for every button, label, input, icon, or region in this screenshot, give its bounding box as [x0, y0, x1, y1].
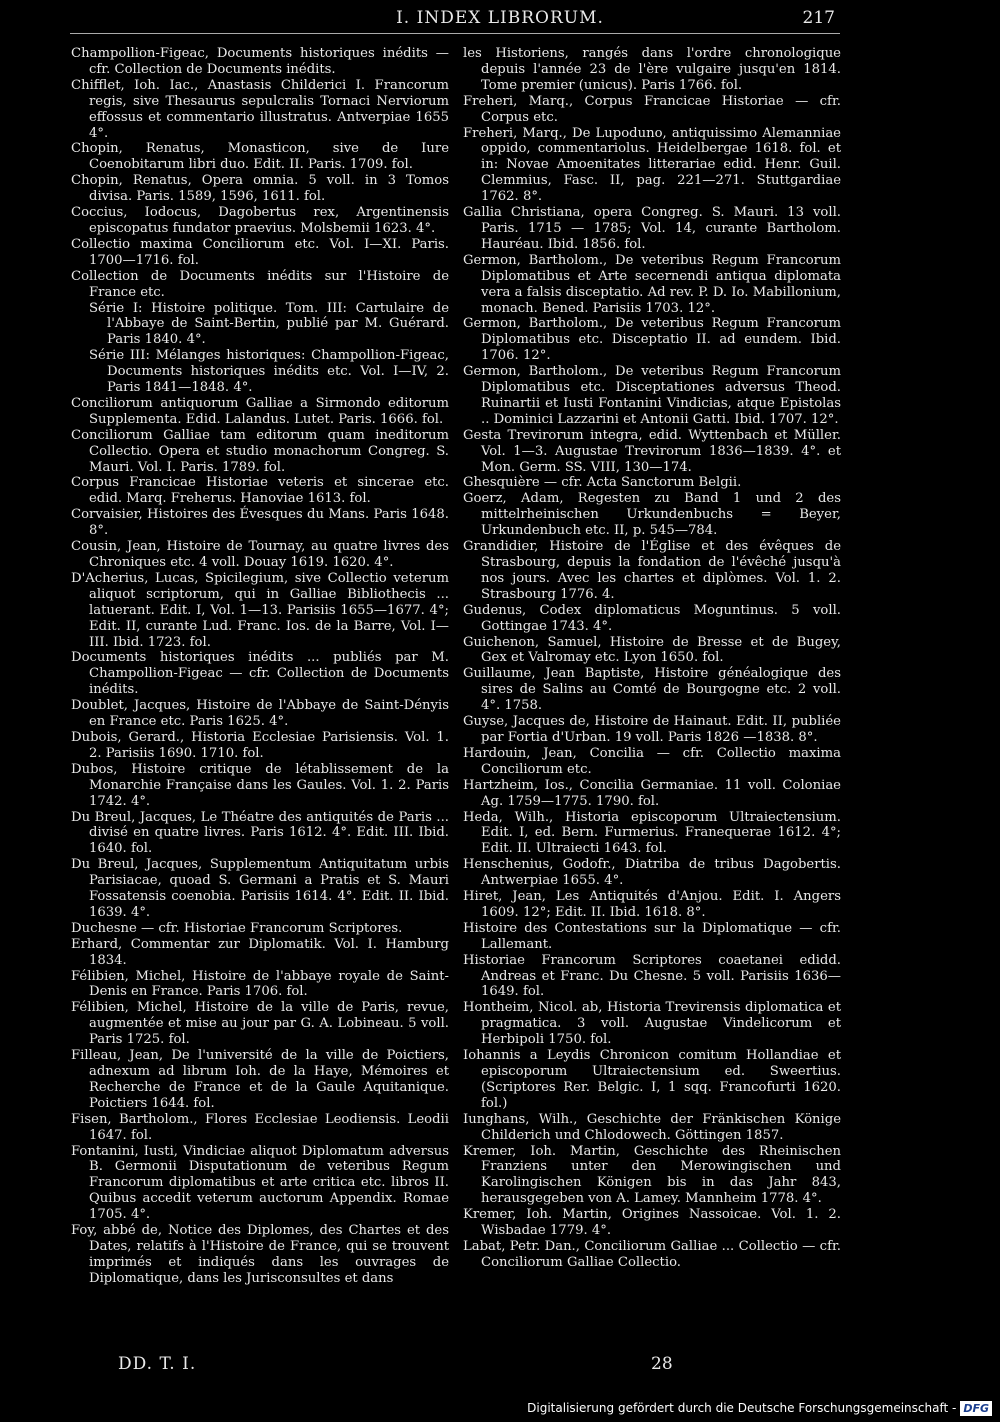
- page-number: 217: [802, 8, 835, 28]
- index-entry: Doublet, Jacques, Histoire de l'Abbaye de Saint-Dényis en France etc. Paris 1625. 4°.: [71, 698, 449, 730]
- index-entry: Chifflet, Ioh. Iac., Anastasis Childerici I. Francorum regis, sive Thesaurus sepulcralis Tornaci Nerviorum effossus et commentario illustratus. Antverpiae 1655 4°.: [71, 77, 449, 141]
- index-entry: Iohannis a Leydis Chronicon comitum Hollandiae et episcoporum Ultraiectensium ed. Sweertius. (Scriptores Rer. Belgic. I, 1 sqq. Francofurti 1620. fol.): [463, 1048, 841, 1111]
- index-entry: Kremer, Ioh. Martin, Origines Nassoicae. Vol. 1. 2. Wisbadae 1779. 4°.: [463, 1207, 841, 1239]
- index-entry: Collectio maxima Conciliorum etc. Vol. I—XI. Paris. 1700—1716. fol.: [71, 236, 449, 268]
- index-entry: Gudenus, Codex diplomaticus Moguntinus. 5 voll. Gottingae 1743. 4°.: [463, 602, 841, 634]
- index-entry: Hardouin, Jean, Concilia — cfr. Collectio maxima Conciliorum etc.: [463, 745, 841, 777]
- index-entry: Germon, Bartholom., De veteribus Regum Francorum Diplomatibus etc. Disceptatio II. ad eundem. Ibid. 1706. 12°.: [463, 316, 841, 364]
- index-entry: Hiret, Jean, Les Antiquités d'Anjou. Edit. I. Angers 1609. 12°; Edit. II. Ibid. 1618. 8°.: [463, 889, 841, 920]
- index-entry: Grandidier, Histoire de l'Église et des évêques de Strasbourg, depuis la fondation de l'évêché jusqu'à nos jours. Avec les chartes et diplòmes. Vol. 1. 2. Strasbourg 1776. 4.: [463, 539, 841, 602]
- index-entry: Guyse, Jacques de, Histoire de Hainaut. Edit. II, publiée par Fortia d'Urban. 19 voll. Paris 1826 —1838. 8°.: [463, 714, 841, 745]
- index-entry: Foy, abbé de, Notice des Diplomes, des Chartes et des Dates, relatifs à l'Histoire de France, qui se trouvent imprimés et indiqués dans les ouvrages de Diplomatique, dans les Jurisconsultes et dans: [71, 1223, 449, 1286]
- index-entry: Dubois, Gerard., Historia Ecclesiae Parisiensis. Vol. 1. 2. Parisiis 1690. 1710. fol.: [71, 729, 449, 761]
- sheet-number: 28: [651, 1354, 673, 1374]
- index-entry: Guichenon, Samuel, Histoire de Bresse et de Bugey, Gex et Valromay etc. Lyon 1650. fol.: [463, 634, 841, 666]
- index-entry: Dubos, Histoire critique de létablissement de la Monarchie Française dans les Gaules. Vol. 1. 2. Paris 1742. 4°.: [71, 761, 449, 809]
- index-entry: Conciliorum Galliae tam editorum quam ineditorum Collectio. Opera et studio monachorum Congreg. S. Mauri. Vol. I. Paris. 1789. fol.: [71, 427, 449, 475]
- index-entry: Chopin, Renatus, Opera omnia. 5 voll. in 3 Tomos divisa. Paris. 1589, 1596, 1611. fol.: [71, 173, 449, 205]
- index-entry: Goerz, Adam, Regesten zu Band 1 und 2 des mittelrheinischen Urkundenbuchs = Beyer, Urkundenbuch etc. II, p. 545—784.: [463, 491, 841, 539]
- index-entry: Documents historiques inédits ... publiés par M. Champollion-Figeac — cfr. Collection de Documents inédits.: [71, 650, 449, 698]
- index-entry: Fontanini, Iusti, Vindiciae aliquot Diplomatum adversus B. Germonii Disputationum de veteribus Regum Francorum diplomatibus et arte critica etc. libros II. Quibus accedit veterum auctorum Appendix. Romae 1705. 4°.: [71, 1143, 449, 1223]
- index-entry: Filleau, Jean, De l'université de la ville de Poictiers, adnexum ad librum Ioh. de la Haye, Mémoires et Recherche de France et de la Gaule Aquitanique. Poictiers 1644. fol.: [71, 1048, 449, 1111]
- index-entry: Corpus Francicae Historiae veteris et sincerae etc. edid. Marq. Freherus. Hanoviae 1613. fol.: [71, 475, 449, 507]
- dfg-logo: DFG: [960, 1401, 992, 1416]
- index-entry: Cousin, Jean, Histoire de Tournay, au quatre livres des Chroniques etc. 4 voll. Douay 1619. 1620. 4°.: [71, 539, 449, 570]
- index-entry: Erhard, Commentar zur Diplomatik. Vol. I. Hamburg 1834.: [71, 936, 449, 968]
- index-entry: Germon, Bartholom., De veteribus Regum Francorum Diplomatibus et Arte secernendi antiqua diplomata vera a falsis disceptatio. Ad rev. P. D. Io. Mabillonium, monach. Bened. Parisiis 1703. 12°.: [463, 252, 841, 316]
- left-column: [71, 46, 449, 1287]
- index-entry: Conciliorum antiquorum Galliae a Sirmondo editorum Supplementa. Edid. Lalandus. Lutet. Paris. 1666. fol.: [71, 395, 449, 427]
- index-entry: Ghesquière — cfr. Acta Sanctorum Belgii.: [463, 475, 742, 491]
- index-entry: Corvaisier, Histoires des Évesques du Mans. Paris 1648. 8°.: [71, 507, 449, 539]
- index-entry: Du Breul, Jacques, Supplementum Antiquitatum urbis Parisiacae, quoad S. Germani a Pratis et S. Mauri Fossatensis coenobia. Parisiis 1614. 4°. Edit. II. Ibid. 1639. 4°.: [71, 857, 449, 920]
- index-entry: Gesta Trevirorum integra, edid. Wyttenbach et Müller. Vol. 1—3. Augustae Trevirorum 1836—1839. 4°. et Mon. Germ. SS. VIII, 130—174.: [463, 427, 841, 475]
- index-entry: les Historiens, rangés dans l'ordre chronologique depuis l'année 23 de l'ère vulgaire jusqu'en 1814. Tome premier (unicus). Paris 1766. fol.: [463, 46, 841, 93]
- index-entry: Gallia Christiana, opera Congreg. S. Mauri. 13 voll. Paris. 1715 — 1785; Vol. 14, curante Bartholom. Hauréau. Ibid. 1856. fol.: [463, 205, 841, 252]
- index-entry: Henschenius, Godofr., Diatriba de tribus Dagobertis. Antwerpiae 1655. 4°.: [463, 857, 841, 889]
- sheet-signature: DD. T. I.: [118, 1354, 197, 1374]
- index-entry: Félibien, Michel, Histoire de l'abbaye royale de Saint-Denis en France. Paris 1706. fol.: [71, 968, 449, 1000]
- index-entry: Guillaume, Jean Baptiste, Histoire généalogique des sires de Salins au Comté de Bourgogne etc. 2 voll. 4°. 1758.: [463, 666, 841, 714]
- index-entry: Chopin, Renatus, Monasticon, sive de Iure Coenobitarum libri duo. Edit. II. Paris. 1709. fol.: [71, 141, 449, 173]
- header-rule: [70, 33, 840, 34]
- index-entry: Heda, Wilh., Historia episcoporum Ultraiectensium. Edit. I, ed. Bern. Furmerius. Franequerae 1612. 4°; Edit. II. Ultraiecti 1643. fol.: [463, 809, 841, 857]
- index-entry: Histoire des Contestations sur la Diplomatique — cfr. Lallemant.: [463, 920, 841, 952]
- running-title: I. INDEX LIBRORUM.: [396, 8, 604, 28]
- index-entry: Kremer, Ioh. Martin, Geschichte des Rheinischen Franziens unter den Merowingischen und Karolingischen Königen bis in das Jahr 843, herausgegeben von A. Lamey. Mannheim 1778. 4°.: [463, 1143, 841, 1207]
- index-entry: Série III: Mélanges historiques: Champollion-Figeac, Documents historiques inédits etc. Vol. I—IV, 2. Paris 1841—1848. 4°.: [89, 348, 449, 396]
- index-entry: D'Acherius, Lucas, Spicilegium, sive Collectio veterum aliquot scriptorum, qui in Galliae Bibliothecis ... latuerant. Edit. I, Vol. 1—13. Parisiis 1655—1677. 4°; Edit. II, curante Lud. Franc. Ios. de la Barre, Vol. I—III. Ibid. 1723. fol.: [71, 570, 449, 650]
- index-entry: Coccius, Iodocus, Dagobertus rex, Argentinensis episcopatus fundator praevius. Molsbemii 1623. 4°.: [71, 205, 449, 236]
- index-entry: Hartzheim, Ios., Concilia Germaniae. 11 voll. Coloniae Ag. 1759—1775. 1790. fol.: [463, 777, 841, 809]
- index-entry: Collection de Documents inédits sur l'Histoire de France etc.: [71, 268, 449, 300]
- index-entry: Freheri, Marq., Corpus Francicae Historiae — cfr. Corpus etc.: [463, 93, 841, 125]
- index-entry: Du Breul, Jacques, Le Théatre des antiquités de Paris ... divisé en quatre livres. Paris 1612. 4°. Edit. III. Ibid. 1640. fol.: [71, 809, 449, 857]
- index-entry: Duchesne — cfr. Historiae Francorum Scriptores.: [71, 920, 403, 936]
- index-entry: Freheri, Marq., De Lupoduno, antiquissimo Alemanniae oppido, commentariolus. Heidelbergae 1618. fol. et in: Novae Amoenitates litterariae edid. Henr. Guil. Clemmius, Fasc. II, pag. 221—271. Stuttgardiae 1762. 8°.: [463, 125, 841, 205]
- index-entry: Germon, Bartholom., De veteribus Regum Francorum Diplomatibus etc. Disceptationes adversus Theod. Ruinartii et Iusti Fontanini Vindicias, atque Epistolas .. Dominici Lazzarini et Antonii Gatti. Ibid. 1707. 12°.: [463, 364, 841, 427]
- index-entry: Félibien, Michel, Histoire de la ville de Paris, revue, augmentée et mise au jour par G. A. Lobineau. 5 voll. Paris 1725. fol.: [71, 1000, 449, 1048]
- index-entry: Historiae Francorum Scriptores coaetanei edidd. Andreas et Franc. Du Chesne. 5 voll. Parisiis 1636—1649. fol.: [463, 952, 841, 1000]
- right-column: [463, 46, 841, 1271]
- digitization-credit: [527, 1399, 992, 1417]
- credit-text: Digitalisierung gefördert durch die Deutsche Forschungsgemeinschaft -: [527, 1401, 957, 1415]
- index-entry: Fisen, Bartholom., Flores Ecclesiae Leodiensis. Leodii 1647. fol.: [71, 1111, 449, 1143]
- index-entry: Iunghans, Wilh., Geschichte der Fränkischen Könige Childerich und Chlodowech. Göttingen 1857.: [463, 1111, 841, 1143]
- index-entry: Hontheim, Nicol. ab, Historia Trevirensis diplomatica et pragmatica. 3 voll. Augustae Vindelicorum et Herbipoli 1750. fol.: [463, 1000, 841, 1048]
- index-entry: Labat, Petr. Dan., Conciliorum Galliae ... Collectio — cfr. Conciliorum Galliae Collectio.: [463, 1238, 841, 1270]
- index-entry: Champollion-Figeac, Documents historiques inédits — cfr. Collection de Documents inédits.: [71, 46, 449, 77]
- index-entry: Série I: Histoire politique. Tom. III: Cartulaire de l'Abbaye de Saint-Bertin, publié par M. Guérard. Paris 1840. 4°.: [89, 300, 449, 348]
